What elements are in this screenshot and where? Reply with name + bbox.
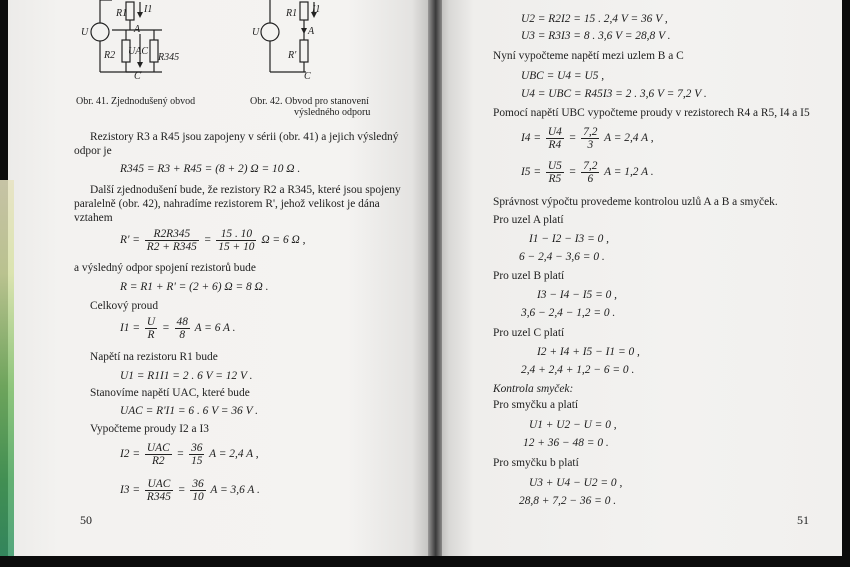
eq-rprime-num1: R2R345 bbox=[153, 228, 191, 240]
eq-i2-rhs: A = 2,4 A , bbox=[209, 448, 259, 461]
fig42-label-c: C bbox=[304, 71, 311, 82]
equation-node-a-numeric: 6 − 2,4 − 3,6 = 0 . bbox=[519, 251, 605, 263]
eq-i4-lhs: I4 = bbox=[521, 132, 542, 145]
equation-r-total: R = R1 + R' = (2 + 6) Ω = 8 Ω . bbox=[120, 281, 269, 293]
paragraph-3: a výsledný odpor spojení rezistorů bude bbox=[74, 262, 256, 274]
equation-r345: R345 = R3 + R45 = (8 + 2) Ω = 10 Ω . bbox=[120, 163, 301, 175]
paragraph-r9: Pro smyčku b platí bbox=[493, 457, 579, 469]
eq-rprime-num2: 15 . 10 bbox=[220, 228, 253, 240]
book-spine bbox=[428, 0, 442, 556]
eq-rprime-fraction-symbolic bbox=[145, 228, 199, 253]
eq-i3-den1: R345 bbox=[146, 491, 171, 503]
paragraph-r1: Nyní vypočteme napětí mezi uzlem B a C bbox=[493, 50, 684, 62]
fig41-label-c: C bbox=[134, 71, 141, 82]
fig41-label-r345: R345 bbox=[158, 52, 180, 63]
equation-uac: UAC = R'I1 = 6 . 6 V = 36 V . bbox=[120, 405, 259, 417]
equation-i5 bbox=[521, 160, 654, 185]
equation-i4 bbox=[521, 126, 654, 151]
eq-i1-equals: = bbox=[161, 322, 170, 335]
eq-rprime-lhs: R' = bbox=[120, 234, 140, 247]
eq-i5-equals: = bbox=[568, 166, 577, 179]
eq-i5-num2: 7,2 bbox=[583, 160, 598, 172]
eq-i1-num2: 48 bbox=[176, 316, 188, 328]
eq-i1-rhs: A = 6 A . bbox=[194, 322, 236, 335]
equation-loop-b-symbolic: U3 + U4 − U2 = 0 , bbox=[529, 477, 623, 489]
heading-loop-check: Kontrola smyček: bbox=[493, 383, 574, 395]
paragraph-r2: Pomocí napětí UBC vypočteme proudy v rezistorech R4 a R5, I4 a I5 bbox=[493, 107, 810, 119]
fig42-label-i1: I1 bbox=[312, 4, 321, 15]
eq-i2-lhs: I2 = bbox=[120, 448, 141, 461]
paragraph-r5: Pro uzel B platí bbox=[493, 270, 565, 282]
left-page bbox=[8, 0, 433, 556]
equation-u1: U1 = R1I1 = 2 . 6 V = 12 V . bbox=[120, 370, 253, 382]
fig42-label-a: A bbox=[308, 26, 315, 37]
equation-i3 bbox=[120, 478, 260, 503]
equation-node-c-numeric: 2,4 + 2,4 + 1,2 − 6 = 0 . bbox=[521, 364, 635, 376]
eq-i2-num1: UAC bbox=[146, 442, 170, 454]
fig41-label-r1: R1 bbox=[116, 8, 128, 19]
eq-i5-num1: U5 bbox=[547, 160, 562, 172]
eq-i5-den2: 6 bbox=[581, 172, 599, 185]
fig42-caption-line2: výsledného odporu bbox=[294, 107, 371, 118]
eq-i4-rhs: A = 2,4 A , bbox=[604, 132, 654, 145]
equation-u2: U2 = R2I2 = 15 . 2,4 V = 36 V , bbox=[521, 13, 668, 25]
equation-i2 bbox=[120, 442, 259, 467]
page-number-left: 50 bbox=[80, 513, 92, 527]
eq-i3-fraction-numeric bbox=[190, 478, 205, 503]
paragraph-2-line1: Další zjednodušení bude, že rezistory R2 a R345, které jsou spojeny bbox=[90, 184, 401, 196]
eq-i4-fraction-numeric bbox=[581, 126, 599, 151]
paragraph-2-line2: paralelně (obr. 42), nahradíme rezistorem R', jehož velikost je dána bbox=[74, 198, 380, 210]
eq-i5-fraction-numeric bbox=[581, 160, 599, 185]
eq-i4-den1: R4 bbox=[546, 138, 564, 151]
eq-rprime-den2: 15 + 10 bbox=[218, 241, 255, 253]
eq-i1-den2: 8 bbox=[175, 328, 190, 341]
equation-loop-a-numeric: 12 + 36 − 48 = 0 . bbox=[523, 437, 609, 449]
eq-i2-fraction-symbolic bbox=[145, 442, 172, 467]
equation-loop-b-numeric: 28,8 + 7,2 − 36 = 0 . bbox=[519, 495, 617, 507]
eq-i5-lhs: I5 = bbox=[521, 166, 542, 179]
paragraph-1-line1: Rezistory R3 a R45 jsou zapojeny v sérii (obr. 41) a jejich výsledný bbox=[90, 131, 399, 143]
eq-i3-rhs: A = 3,6 A . bbox=[210, 484, 260, 497]
eq-i4-num2: 7,2 bbox=[583, 126, 598, 138]
fig41-label-a: A bbox=[134, 24, 141, 35]
equation-node-a-symbolic: I1 − I2 − I3 = 0 , bbox=[529, 233, 610, 245]
paragraph-r8: Pro smyčku a platí bbox=[493, 399, 579, 411]
eq-rprime-equals: = bbox=[203, 234, 212, 247]
eq-i1-num1: U bbox=[146, 316, 156, 328]
eq-rprime-rhs: Ω = 6 Ω , bbox=[261, 234, 306, 247]
eq-i1-den1: R bbox=[145, 328, 157, 341]
equation-ubc: UBC = U4 = U5 , bbox=[521, 70, 605, 82]
paragraph-r3: Správnost výpočtu provedeme kontrolou uzlů A a B a smyček. bbox=[493, 196, 778, 208]
fig41-label-i1: I1 bbox=[144, 4, 153, 15]
book-binding-edge bbox=[0, 180, 14, 556]
eq-i2-den2: 15 bbox=[191, 455, 203, 467]
eq-i3-den2: 10 bbox=[192, 491, 204, 503]
eq-i4-fraction-symbolic bbox=[546, 126, 564, 151]
paragraph-r4: Pro uzel A platí bbox=[493, 214, 564, 226]
equation-node-c-symbolic: I2 + I4 + I5 − I1 = 0 , bbox=[537, 346, 640, 358]
right-page bbox=[433, 0, 842, 556]
eq-rprime-fraction-numeric bbox=[216, 228, 256, 253]
eq-i5-fraction-symbolic bbox=[546, 160, 564, 185]
eq-i4-den2: 3 bbox=[581, 138, 599, 151]
paragraph-2-line3: vztahem bbox=[74, 212, 113, 224]
fig41-label-r2: R2 bbox=[104, 50, 116, 61]
paragraph-r6: Pro uzel C platí bbox=[493, 327, 565, 339]
equation-rprime bbox=[120, 228, 305, 253]
paragraph-6: Stanovíme napětí UAC, které bude bbox=[90, 387, 250, 399]
eq-i1-fraction-numeric bbox=[175, 316, 190, 341]
paragraph-5: Napětí na rezistoru R1 bude bbox=[90, 351, 218, 363]
fig42-caption-line1: Obr. 42. Obvod pro stanovení bbox=[250, 96, 369, 107]
paragraph-7: Vypočteme proudy I2 a I3 bbox=[90, 423, 209, 435]
equation-u3: U3 = R3I3 = 8 . 3,6 V = 28,8 V . bbox=[521, 30, 671, 42]
eq-i4-num1: U4 bbox=[547, 126, 562, 138]
fig42-label-u: U bbox=[252, 27, 260, 38]
paragraph-4: Celkový proud bbox=[90, 300, 159, 312]
eq-i3-num2: 36 bbox=[192, 478, 204, 490]
eq-i4-equals: = bbox=[568, 132, 577, 145]
eq-i2-num2: 36 bbox=[191, 442, 203, 454]
eq-i5-den1: R5 bbox=[546, 172, 564, 185]
eq-i3-fraction-symbolic bbox=[145, 478, 173, 503]
eq-i3-lhs: I3 = bbox=[120, 484, 141, 497]
paragraph-1-line2: odpor je bbox=[74, 145, 112, 157]
eq-rprime-den1: R2 + R345 bbox=[146, 241, 197, 253]
eq-i1-fraction-symbolic bbox=[145, 316, 157, 341]
equation-u4: U4 = UBC = R45I3 = 2 . 3,6 V = 7,2 V . bbox=[521, 88, 707, 100]
fig41-caption: Obr. 41. Zjednodušený obvod bbox=[76, 96, 196, 107]
equation-node-b-symbolic: I3 − I4 − I5 = 0 , bbox=[537, 289, 618, 301]
eq-i3-equals: = bbox=[177, 484, 186, 497]
fig41-label-uac: UAC bbox=[128, 46, 148, 57]
fig42-label-r1: R1 bbox=[286, 8, 298, 19]
eq-i5-rhs: A = 1,2 A . bbox=[604, 166, 654, 179]
eq-i3-num1: UAC bbox=[147, 478, 171, 490]
eq-i2-den1: R2 bbox=[145, 454, 172, 467]
page-number-right: 51 bbox=[797, 513, 809, 527]
equation-loop-a-symbolic: U1 + U2 − U = 0 , bbox=[529, 419, 617, 431]
equation-i1 bbox=[120, 316, 236, 341]
eq-i1-lhs: I1 = bbox=[120, 322, 141, 335]
fig41-label-u: U bbox=[81, 27, 89, 38]
eq-i2-fraction-numeric bbox=[189, 442, 204, 467]
fig42-label-rprime: R' bbox=[288, 50, 297, 61]
equation-node-b-numeric: 3,6 − 2,4 − 1,2 = 0 . bbox=[521, 307, 616, 319]
eq-i2-equals: = bbox=[176, 448, 185, 461]
